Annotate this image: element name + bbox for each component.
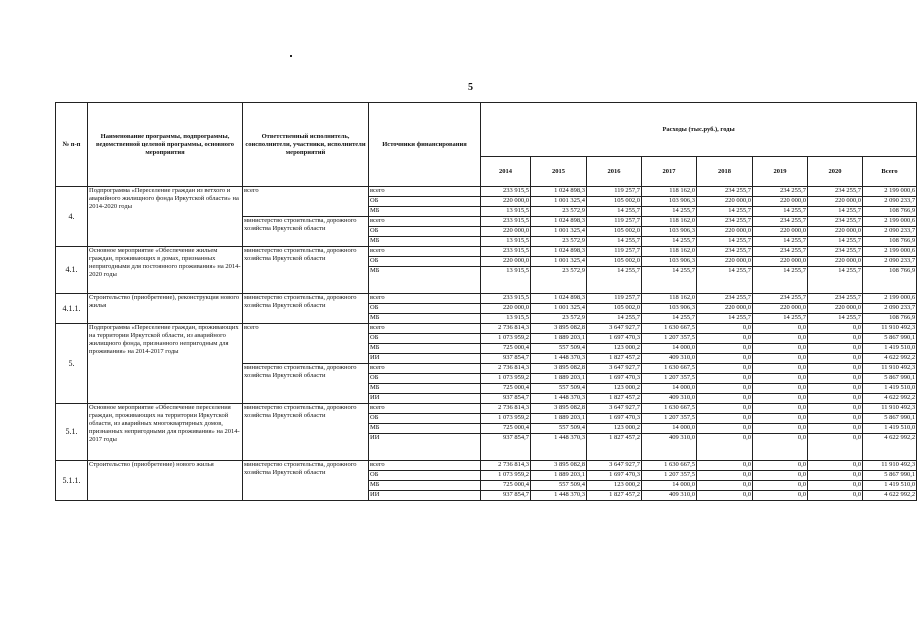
year-value: 14 000,0 — [642, 344, 697, 354]
year-value: 234 255,7 — [808, 247, 863, 257]
year-value: 1 630 667,5 — [642, 324, 697, 334]
year-value: 0,0 — [753, 384, 808, 394]
row-index: 5.1.1. — [56, 461, 88, 501]
funding-source: всего — [369, 217, 481, 227]
year-value: 1 448 370,3 — [531, 394, 587, 404]
total-value: 108 766,9 — [863, 237, 917, 247]
year-value: 0,0 — [697, 471, 753, 481]
year-value: 1 697 470,3 — [587, 334, 642, 344]
year-value: 220 000,0 — [697, 304, 753, 314]
total-value: 4 622 992,2 — [863, 354, 917, 364]
year-value: 14 255,7 — [642, 237, 697, 247]
year-value: 3 647 927,7 — [587, 461, 642, 471]
year-value: 3 895 082,8 — [531, 324, 587, 334]
responsible-executor: всего — [243, 187, 369, 217]
row-index: 4.1.1. — [56, 294, 88, 324]
year-value: 0,0 — [808, 394, 863, 404]
year-value: 1 073 959,2 — [481, 414, 531, 424]
year-value: 220 000,0 — [753, 257, 808, 267]
year-value: 0,0 — [808, 374, 863, 384]
funding-source: ИИ — [369, 354, 481, 364]
year-value: 1 448 370,3 — [531, 434, 587, 461]
row-index: 4.1. — [56, 247, 88, 294]
funding-source: всего — [369, 461, 481, 471]
funding-source: всего — [369, 404, 481, 414]
funding-source: всего — [369, 364, 481, 374]
year-value: 725 000,4 — [481, 344, 531, 354]
year-value: 220 000,0 — [697, 197, 753, 207]
year-value: 103 906,3 — [642, 257, 697, 267]
year-value: 2 736 814,3 — [481, 461, 531, 471]
year-value: 0,0 — [753, 461, 808, 471]
total-value: 11 910 492,3 — [863, 324, 917, 334]
year-value: 1 827 457,2 — [587, 394, 642, 404]
year-value: 220 000,0 — [808, 197, 863, 207]
year-value: 14 255,7 — [697, 237, 753, 247]
year-value: 234 255,7 — [808, 294, 863, 304]
year-value: 0,0 — [753, 364, 808, 374]
year-value: 0,0 — [808, 364, 863, 374]
year-value: 1 630 667,5 — [642, 404, 697, 414]
total-value: 2 090 233,7 — [863, 227, 917, 237]
year-value: 1 889 203,1 — [531, 374, 587, 384]
funding-source: ОБ — [369, 304, 481, 314]
year-value: 1 024 898,3 — [531, 247, 587, 257]
program-name: Основное мероприятие «Обеспечение жильем граждан, проживающих в домах, признанных непригодными для постоянного проживания» на 2014-2020 годы — [88, 247, 243, 294]
funding-source: ОБ — [369, 471, 481, 481]
total-value: 2 090 233,7 — [863, 304, 917, 314]
year-value: 234 255,7 — [808, 187, 863, 197]
year-value: 14 255,7 — [808, 314, 863, 324]
header-responsible: Ответственный исполнитель, соисполнители, участники, исполнители мероприятий — [243, 103, 369, 187]
year-value: 557 509,4 — [531, 481, 587, 491]
year-value: 2 736 814,3 — [481, 364, 531, 374]
year-value: 14 000,0 — [642, 424, 697, 434]
year-value: 1 697 470,3 — [587, 374, 642, 384]
year-value: 0,0 — [697, 491, 753, 501]
row-index: 5. — [56, 324, 88, 404]
year-value: 0,0 — [697, 364, 753, 374]
year-value: 1 889 203,1 — [531, 334, 587, 344]
year-value: 0,0 — [697, 334, 753, 344]
header-year: 2019 — [753, 157, 808, 187]
year-value: 0,0 — [753, 354, 808, 364]
year-value: 1 630 667,5 — [642, 461, 697, 471]
year-value: 1 073 959,2 — [481, 334, 531, 344]
year-value: 0,0 — [753, 491, 808, 501]
year-value: 0,0 — [753, 344, 808, 354]
year-value: 1 827 457,2 — [587, 491, 642, 501]
year-value: 0,0 — [808, 434, 863, 461]
header-expenses: Расходы (тыс.руб.), годы — [481, 103, 917, 157]
total-value: 5 867 990,1 — [863, 471, 917, 481]
year-value: 123 000,2 — [587, 344, 642, 354]
funding-source: всего — [369, 324, 481, 334]
year-value: 14 255,7 — [753, 314, 808, 324]
funding-source: МБ — [369, 314, 481, 324]
year-value: 937 854,7 — [481, 354, 531, 364]
year-value: 233 915,5 — [481, 217, 531, 227]
year-value: 220 000,0 — [808, 227, 863, 237]
year-value: 234 255,7 — [697, 187, 753, 197]
year-value: 1 207 357,5 — [642, 374, 697, 384]
year-value: 0,0 — [697, 414, 753, 424]
year-value: 0,0 — [753, 481, 808, 491]
table-row — [56, 294, 917, 304]
year-value: 103 906,3 — [642, 197, 697, 207]
funding-source: ИИ — [369, 434, 481, 461]
total-value: 5 867 990,1 — [863, 374, 917, 384]
year-value: 3 647 927,7 — [587, 404, 642, 414]
year-value: 725 000,4 — [481, 481, 531, 491]
year-value: 1 207 357,5 — [642, 471, 697, 481]
year-value: 0,0 — [697, 374, 753, 384]
year-value: 13 915,5 — [481, 314, 531, 324]
year-value: 0,0 — [753, 374, 808, 384]
year-value: 725 000,4 — [481, 384, 531, 394]
funding-source: ОБ — [369, 334, 481, 344]
year-value: 3 895 082,8 — [531, 364, 587, 374]
year-value: 14 255,7 — [642, 267, 697, 294]
year-value: 0,0 — [808, 384, 863, 394]
total-value: 2 199 000,6 — [863, 187, 917, 197]
year-value: 14 255,7 — [587, 314, 642, 324]
year-value: 0,0 — [808, 334, 863, 344]
year-value: 1 001 325,4 — [531, 304, 587, 314]
table-row — [56, 324, 917, 334]
year-value: 0,0 — [753, 434, 808, 461]
total-value: 1 419 510,0 — [863, 424, 917, 434]
funding-source: ИИ — [369, 491, 481, 501]
year-value: 23 572,9 — [531, 207, 587, 217]
year-value: 0,0 — [753, 471, 808, 481]
year-value: 1 448 370,3 — [531, 354, 587, 364]
table-row — [56, 247, 917, 257]
header-index: № п-п — [56, 103, 88, 187]
year-value: 0,0 — [753, 324, 808, 334]
funding-source: ОБ — [369, 374, 481, 384]
year-value: 14 255,7 — [642, 207, 697, 217]
year-value: 14 000,0 — [642, 384, 697, 394]
year-value: 0,0 — [808, 424, 863, 434]
year-value: 105 002,0 — [587, 227, 642, 237]
year-value: 220 000,0 — [481, 257, 531, 267]
year-value: 234 255,7 — [697, 217, 753, 227]
year-value: 233 915,5 — [481, 247, 531, 257]
total-value: 4 622 992,2 — [863, 491, 917, 501]
total-value: 2 090 233,7 — [863, 197, 917, 207]
header-source: Источники финансирования — [369, 103, 481, 187]
year-value: 0,0 — [697, 434, 753, 461]
year-value: 1 448 370,3 — [531, 491, 587, 501]
year-value: 0,0 — [697, 394, 753, 404]
year-value: 1 889 203,1 — [531, 471, 587, 481]
header-year: 2018 — [697, 157, 753, 187]
year-value: 14 255,7 — [753, 237, 808, 247]
year-value: 0,0 — [753, 394, 808, 404]
year-value: 0,0 — [697, 344, 753, 354]
year-value: 220 000,0 — [697, 257, 753, 267]
year-value: 1 073 959,2 — [481, 471, 531, 481]
funding-source: ИИ — [369, 394, 481, 404]
year-value: 118 162,0 — [642, 247, 697, 257]
total-value: 4 622 992,2 — [863, 434, 917, 461]
year-value: 123 000,2 — [587, 481, 642, 491]
year-value: 937 854,7 — [481, 491, 531, 501]
year-value: 119 257,7 — [587, 187, 642, 197]
year-value: 1 827 457,2 — [587, 434, 642, 461]
funding-source: МБ — [369, 384, 481, 394]
year-value: 234 255,7 — [808, 217, 863, 227]
header-year: 2020 — [808, 157, 863, 187]
year-value: 1 207 357,5 — [642, 414, 697, 424]
year-value: 23 572,9 — [531, 267, 587, 294]
budget-table — [55, 102, 917, 501]
program-name: Строительство (приобретение) нового жилья — [88, 461, 243, 501]
funding-source: всего — [369, 187, 481, 197]
year-value: 234 255,7 — [697, 294, 753, 304]
year-value: 14 000,0 — [642, 481, 697, 491]
total-value: 5 867 990,1 — [863, 414, 917, 424]
year-value: 1 024 898,3 — [531, 217, 587, 227]
funding-source: всего — [369, 294, 481, 304]
row-index: 4. — [56, 187, 88, 247]
year-value: 14 255,7 — [697, 267, 753, 294]
year-value: 0,0 — [808, 404, 863, 414]
responsible-executor: министерство строительства, дорожного хозяйства Иркутской области — [243, 364, 369, 404]
year-value: 0,0 — [808, 461, 863, 471]
year-value: 13 915,5 — [481, 207, 531, 217]
year-value: 103 906,3 — [642, 304, 697, 314]
responsible-executor: министерство строительства, дорожного хозяйства Иркутской области — [243, 217, 369, 247]
year-value: 557 509,4 — [531, 384, 587, 394]
year-value: 1 697 470,3 — [587, 471, 642, 481]
funding-source: МБ — [369, 481, 481, 491]
year-value: 220 000,0 — [753, 197, 808, 207]
header-year: 2017 — [642, 157, 697, 187]
year-value: 0,0 — [753, 334, 808, 344]
year-value: 13 915,5 — [481, 267, 531, 294]
total-value: 108 766,9 — [863, 207, 917, 217]
year-value: 234 255,7 — [753, 187, 808, 197]
year-value: 0,0 — [697, 424, 753, 434]
funding-source: МБ — [369, 267, 481, 294]
year-value: 1 001 325,4 — [531, 197, 587, 207]
header-total: Всего — [863, 157, 917, 187]
total-value: 2 199 000,6 — [863, 294, 917, 304]
year-value: 3 895 082,8 — [531, 461, 587, 471]
year-value: 220 000,0 — [753, 227, 808, 237]
year-value: 2 736 814,3 — [481, 404, 531, 414]
table-row — [56, 461, 917, 471]
year-value: 1 001 325,4 — [531, 227, 587, 237]
year-value: 233 915,5 — [481, 294, 531, 304]
funding-source: МБ — [369, 237, 481, 247]
funding-source: ОБ — [369, 227, 481, 237]
year-value: 2 736 814,3 — [481, 324, 531, 334]
responsible-executor: всего — [243, 324, 369, 364]
year-value: 1 697 470,3 — [587, 414, 642, 424]
year-value: 105 002,0 — [587, 257, 642, 267]
total-value: 11 910 492,3 — [863, 404, 917, 414]
year-value: 3 647 927,7 — [587, 364, 642, 374]
year-value: 725 000,4 — [481, 424, 531, 434]
year-value: 1 073 959,2 — [481, 374, 531, 384]
year-value: 1 024 898,3 — [531, 294, 587, 304]
funding-source: МБ — [369, 344, 481, 354]
year-value: 0,0 — [697, 461, 753, 471]
year-value: 23 572,9 — [531, 314, 587, 324]
year-value: 1 889 203,1 — [531, 414, 587, 424]
table-body — [56, 187, 917, 501]
year-value: 13 915,5 — [481, 237, 531, 247]
year-value: 119 257,7 — [587, 217, 642, 227]
year-value: 0,0 — [808, 481, 863, 491]
year-value: 14 255,7 — [587, 267, 642, 294]
year-value: 119 257,7 — [587, 294, 642, 304]
total-value: 11 910 492,3 — [863, 364, 917, 374]
year-value: 937 854,7 — [481, 394, 531, 404]
year-value: 234 255,7 — [697, 247, 753, 257]
header-year: 2016 — [587, 157, 642, 187]
total-value: 2 090 233,7 — [863, 257, 917, 267]
year-value: 23 572,9 — [531, 237, 587, 247]
year-value: 14 255,7 — [642, 314, 697, 324]
year-value: 937 854,7 — [481, 434, 531, 461]
total-value: 11 910 492,3 — [863, 461, 917, 471]
year-value: 0,0 — [697, 324, 753, 334]
total-value: 1 419 510,0 — [863, 384, 917, 394]
year-value: 118 162,0 — [642, 187, 697, 197]
year-value: 234 255,7 — [753, 217, 808, 227]
year-value: 0,0 — [808, 344, 863, 354]
funding-source: ОБ — [369, 197, 481, 207]
year-value: 1 001 325,4 — [531, 257, 587, 267]
year-value: 0,0 — [697, 481, 753, 491]
year-value: 118 162,0 — [642, 294, 697, 304]
year-value: 0,0 — [808, 354, 863, 364]
responsible-executor: министерство строительства, дорожного хозяйства Иркутской области — [243, 404, 369, 461]
page-number: 5 — [468, 82, 473, 93]
year-value: 14 255,7 — [697, 314, 753, 324]
year-value: 105 002,0 — [587, 197, 642, 207]
year-value: 3 647 927,7 — [587, 324, 642, 334]
year-value: 118 162,0 — [642, 217, 697, 227]
year-value: 123 000,2 — [587, 424, 642, 434]
total-value: 2 199 000,6 — [863, 247, 917, 257]
year-value: 233 915,5 — [481, 187, 531, 197]
year-value: 0,0 — [697, 404, 753, 414]
year-value: 0,0 — [808, 471, 863, 481]
year-value: 1 024 898,3 — [531, 187, 587, 197]
program-name: Строительство (приобретение), реконструкция нового жилья — [88, 294, 243, 324]
year-value: 220 000,0 — [481, 197, 531, 207]
year-value: 234 255,7 — [753, 247, 808, 257]
year-value: 14 255,7 — [753, 207, 808, 217]
year-value: 14 255,7 — [808, 207, 863, 217]
responsible-executor: министерство строительства, дорожного хозяйства Иркутской области — [243, 247, 369, 294]
year-value: 0,0 — [753, 424, 808, 434]
year-value: 409 310,0 — [642, 491, 697, 501]
funding-source: всего — [369, 247, 481, 257]
year-value: 220 000,0 — [808, 304, 863, 314]
year-value: 14 255,7 — [697, 207, 753, 217]
header-row — [56, 103, 917, 157]
funding-source: МБ — [369, 207, 481, 217]
funding-source: МБ — [369, 424, 481, 434]
program-name: Подпрограмма «Переселение граждан, проживающих на территории Иркутской области, из аварийного жилищного фонда, признанного непригодным для проживания» на 2014-2017 годы — [88, 324, 243, 404]
year-value: 220 000,0 — [808, 257, 863, 267]
year-value: 234 255,7 — [753, 294, 808, 304]
year-value: 557 509,4 — [531, 424, 587, 434]
year-value: 1 827 457,2 — [587, 354, 642, 364]
year-value: 14 255,7 — [587, 237, 642, 247]
year-value: 14 255,7 — [753, 267, 808, 294]
funding-source: ОБ — [369, 257, 481, 267]
total-value: 4 622 992,2 — [863, 394, 917, 404]
total-value: 108 766,9 — [863, 267, 917, 294]
year-value: 409 310,0 — [642, 394, 697, 404]
year-value: 123 000,2 — [587, 384, 642, 394]
row-index: 5.1. — [56, 404, 88, 461]
year-value: 0,0 — [753, 404, 808, 414]
scan-speck — [290, 55, 292, 57]
year-value: 14 255,7 — [587, 207, 642, 217]
year-value: 119 257,7 — [587, 247, 642, 257]
year-value: 1 630 667,5 — [642, 364, 697, 374]
year-value: 0,0 — [808, 491, 863, 501]
year-value: 0,0 — [753, 414, 808, 424]
responsible-executor: министерство строительства, дорожного хозяйства Иркутской области — [243, 294, 369, 324]
total-value: 108 766,9 — [863, 314, 917, 324]
total-value: 1 419 510,0 — [863, 344, 917, 354]
year-value: 103 906,3 — [642, 227, 697, 237]
program-name: Подпрограмма «Переселение граждан из ветхого и аварийного жилищного фонда Иркутской области» на 2014-2020 годы — [88, 187, 243, 247]
year-value: 409 310,0 — [642, 354, 697, 364]
table-row — [56, 187, 917, 197]
year-value: 220 000,0 — [481, 227, 531, 237]
year-value: 557 509,4 — [531, 344, 587, 354]
year-value: 220 000,0 — [753, 304, 808, 314]
year-value: 220 000,0 — [481, 304, 531, 314]
header-name: Наименование программы, подпрограммы, ведомственной целевой программы, основного мероприятия — [88, 103, 243, 187]
year-value: 14 255,7 — [808, 267, 863, 294]
year-value: 0,0 — [697, 354, 753, 364]
total-value: 2 199 000,6 — [863, 217, 917, 227]
year-value: 409 310,0 — [642, 434, 697, 461]
year-value: 3 895 082,8 — [531, 404, 587, 414]
responsible-executor: министерство строительства, дорожного хозяйства Иркутской области — [243, 461, 369, 501]
year-value: 105 002,0 — [587, 304, 642, 314]
year-value: 220 000,0 — [697, 227, 753, 237]
year-value: 14 255,7 — [808, 237, 863, 247]
funding-source: ОБ — [369, 414, 481, 424]
year-value: 0,0 — [808, 414, 863, 424]
year-value: 1 207 357,5 — [642, 334, 697, 344]
year-value: 0,0 — [808, 324, 863, 334]
header-year: 2014 — [481, 157, 531, 187]
total-value: 1 419 510,0 — [863, 481, 917, 491]
header-year: 2015 — [531, 157, 587, 187]
year-value: 0,0 — [697, 384, 753, 394]
program-name: Основное мероприятие «Обеспечение переселения граждан, проживающих на территории Иркутской области, из аварийных многоквартирных домов, признанных непригодными для проживания» на 2014-2017 годы — [88, 404, 243, 461]
total-value: 5 867 990,1 — [863, 334, 917, 344]
table-row — [56, 404, 917, 414]
